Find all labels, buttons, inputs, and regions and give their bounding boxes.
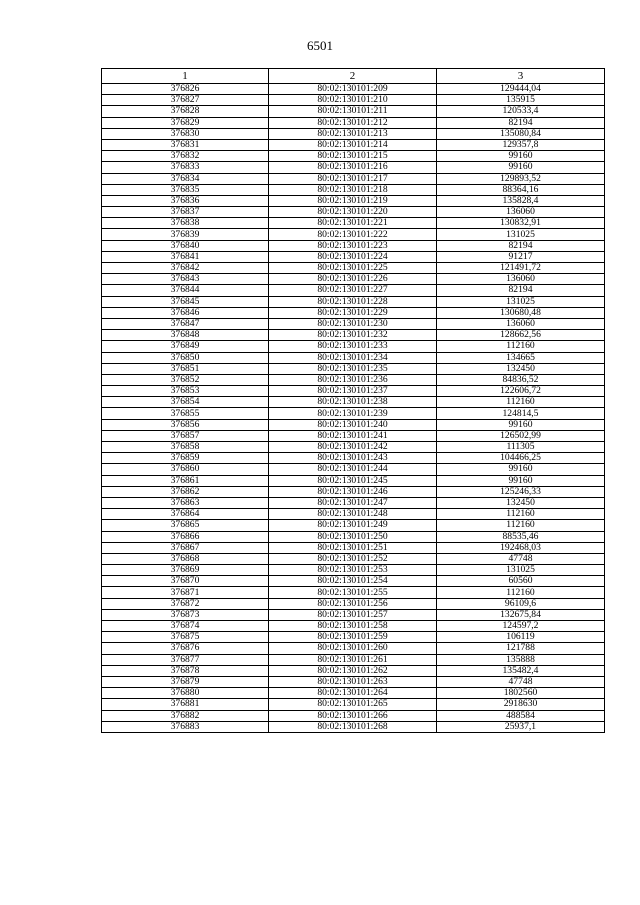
- cadastral-number-cell: 80:02:130101:257: [269, 609, 437, 620]
- row-number-cell: 376864: [102, 509, 269, 520]
- row-number-cell: 376873: [102, 609, 269, 620]
- table-row: [102, 565, 605, 576]
- value-cell: 96109,6: [437, 598, 605, 609]
- value-cell: 130832,91: [437, 218, 605, 229]
- table-header: [102, 69, 605, 84]
- cadastral-number-cell: 80:02:130101:225: [269, 263, 437, 274]
- page-number: 6501: [307, 38, 333, 53]
- row-number-cell: 376857: [102, 430, 269, 441]
- table-row: [102, 598, 605, 609]
- row-number-cell: 376830: [102, 128, 269, 139]
- table-row: [102, 688, 605, 699]
- row-number-cell: 376844: [102, 285, 269, 296]
- table-row: [102, 162, 605, 173]
- row-number-cell: 376835: [102, 184, 269, 195]
- table-row: [102, 654, 605, 665]
- cadastral-number-cell: 80:02:130101:265: [269, 699, 437, 710]
- cadastral-number-cell: 80:02:130101:212: [269, 117, 437, 128]
- value-cell: 111305: [437, 442, 605, 453]
- row-number-cell: 376870: [102, 576, 269, 587]
- table-row: [102, 699, 605, 710]
- value-cell: 91217: [437, 251, 605, 262]
- value-cell: 99160: [437, 475, 605, 486]
- value-cell: 120533,4: [437, 106, 605, 117]
- row-number-cell: 376867: [102, 542, 269, 553]
- table-row: [102, 240, 605, 251]
- row-number-cell: 376858: [102, 442, 269, 453]
- value-cell: 99160: [437, 151, 605, 162]
- row-number-cell: 376850: [102, 352, 269, 363]
- table-row: [102, 665, 605, 676]
- row-number-cell: 376848: [102, 330, 269, 341]
- cadastral-number-cell: 80:02:130101:211: [269, 106, 437, 117]
- row-number-cell: 376826: [102, 84, 269, 95]
- table-row: [102, 442, 605, 453]
- value-cell: 136060: [437, 274, 605, 285]
- cadastral-number-cell: 80:02:130101:251: [269, 542, 437, 553]
- row-number-cell: 376838: [102, 218, 269, 229]
- table-row: [102, 386, 605, 397]
- table-row: [102, 229, 605, 240]
- value-cell: 134665: [437, 352, 605, 363]
- row-number-cell: 376842: [102, 263, 269, 274]
- cadastral-number-cell: 80:02:130101:226: [269, 274, 437, 285]
- row-number-cell: 376860: [102, 464, 269, 475]
- row-number-cell: 376829: [102, 117, 269, 128]
- row-number-cell: 376840: [102, 240, 269, 251]
- column-header-3: 3: [437, 69, 605, 84]
- row-number-cell: 376851: [102, 363, 269, 374]
- value-cell: 47748: [437, 676, 605, 687]
- cadastral-number-cell: 80:02:130101:255: [269, 587, 437, 598]
- cadastral-number-cell: 80:02:130101:220: [269, 207, 437, 218]
- cadastral-number-cell: 80:02:130101:233: [269, 341, 437, 352]
- table-row: [102, 576, 605, 587]
- cadastral-number-cell: 80:02:130101:259: [269, 632, 437, 643]
- table-row: [102, 497, 605, 508]
- row-number-cell: 376833: [102, 162, 269, 173]
- cadastral-number-cell: 80:02:130101:262: [269, 665, 437, 676]
- value-cell: 82194: [437, 240, 605, 251]
- cadastral-number-cell: 80:02:130101:264: [269, 688, 437, 699]
- value-cell: 131025: [437, 565, 605, 576]
- value-cell: 106119: [437, 632, 605, 643]
- value-cell: 112160: [437, 509, 605, 520]
- value-cell: 60560: [437, 576, 605, 587]
- table-body: [102, 84, 605, 733]
- value-cell: 99160: [437, 464, 605, 475]
- row-number-cell: 376877: [102, 654, 269, 665]
- cadastral-number-cell: 80:02:130101:258: [269, 621, 437, 632]
- table-row: [102, 710, 605, 721]
- value-cell: 25937,1: [437, 721, 605, 732]
- row-number-cell: 376871: [102, 587, 269, 598]
- cadastral-number-cell: 80:02:130101:221: [269, 218, 437, 229]
- cadastral-number-cell: 80:02:130101:228: [269, 296, 437, 307]
- table-row: [102, 341, 605, 352]
- value-cell: 128662,56: [437, 330, 605, 341]
- value-cell: 130680,48: [437, 307, 605, 318]
- row-number-cell: 376869: [102, 565, 269, 576]
- cadastral-number-cell: 80:02:130101:218: [269, 184, 437, 195]
- value-cell: 84836,52: [437, 374, 605, 385]
- value-cell: 82194: [437, 285, 605, 296]
- row-number-cell: 376843: [102, 274, 269, 285]
- table-row: [102, 419, 605, 430]
- table-row: [102, 408, 605, 419]
- cadastral-number-cell: 80:02:130101:254: [269, 576, 437, 587]
- cadastral-number-cell: 80:02:130101:260: [269, 643, 437, 654]
- cadastral-number-cell: 80:02:130101:224: [269, 251, 437, 262]
- row-number-cell: 376866: [102, 531, 269, 542]
- row-number-cell: 376879: [102, 676, 269, 687]
- value-cell: 112160: [437, 520, 605, 531]
- cadastral-number-cell: 80:02:130101:249: [269, 520, 437, 531]
- row-number-cell: 376863: [102, 497, 269, 508]
- row-number-cell: 376846: [102, 307, 269, 318]
- cadastral-number-cell: 80:02:130101:246: [269, 486, 437, 497]
- column-header-2: 2: [269, 69, 437, 84]
- cadastral-number-cell: 80:02:130101:268: [269, 721, 437, 732]
- table-row: [102, 397, 605, 408]
- value-cell: 131025: [437, 229, 605, 240]
- cadastral-number-cell: 80:02:130101:219: [269, 195, 437, 206]
- row-number-cell: 376854: [102, 397, 269, 408]
- value-cell: 126502,99: [437, 430, 605, 441]
- table-row: [102, 363, 605, 374]
- value-cell: 88535,46: [437, 531, 605, 542]
- row-number-cell: 376837: [102, 207, 269, 218]
- cadastral-number-cell: 80:02:130101:217: [269, 173, 437, 184]
- cadastral-number-cell: 80:02:130101:252: [269, 553, 437, 564]
- table-row: [102, 318, 605, 329]
- value-cell: 135828,4: [437, 195, 605, 206]
- value-cell: 135915: [437, 95, 605, 106]
- cadastral-number-cell: 80:02:130101:242: [269, 442, 437, 453]
- value-cell: 124814,5: [437, 408, 605, 419]
- value-cell: 129357,8: [437, 139, 605, 150]
- cadastral-number-cell: 80:02:130101:214: [269, 139, 437, 150]
- value-cell: 112160: [437, 341, 605, 352]
- cadastral-number-cell: 80:02:130101:266: [269, 710, 437, 721]
- value-cell: 2918630: [437, 699, 605, 710]
- value-cell: 47748: [437, 553, 605, 564]
- value-cell: 104466,25: [437, 453, 605, 464]
- table-row: [102, 95, 605, 106]
- row-number-cell: 376883: [102, 721, 269, 732]
- cadastral-number-cell: 80:02:130101:240: [269, 419, 437, 430]
- column-header-1: 1: [102, 69, 269, 84]
- value-cell: 88364,16: [437, 184, 605, 195]
- table-row: [102, 296, 605, 307]
- value-cell: 82194: [437, 117, 605, 128]
- cadastral-number-cell: 80:02:130101:238: [269, 397, 437, 408]
- cadastral-number-cell: 80:02:130101:256: [269, 598, 437, 609]
- table-row: [102, 251, 605, 262]
- cadastral-number-cell: 80:02:130101:230: [269, 318, 437, 329]
- table-row: [102, 430, 605, 441]
- value-cell: 112160: [437, 397, 605, 408]
- table-row: [102, 453, 605, 464]
- row-number-cell: 376881: [102, 699, 269, 710]
- cadastral-number-cell: 80:02:130101:236: [269, 374, 437, 385]
- cadastral-number-cell: 80:02:130101:222: [269, 229, 437, 240]
- table-row: [102, 330, 605, 341]
- header-row: [102, 69, 605, 84]
- value-cell: 129444,04: [437, 84, 605, 95]
- table-row: [102, 117, 605, 128]
- value-cell: 136060: [437, 318, 605, 329]
- table-row: [102, 621, 605, 632]
- cadastral-number-cell: 80:02:130101:234: [269, 352, 437, 363]
- row-number-cell: 376834: [102, 173, 269, 184]
- table-row: [102, 676, 605, 687]
- value-cell: 99160: [437, 419, 605, 430]
- row-number-cell: 376872: [102, 598, 269, 609]
- table-row: [102, 509, 605, 520]
- cadastral-number-cell: 80:02:130101:223: [269, 240, 437, 251]
- row-number-cell: 376875: [102, 632, 269, 643]
- value-cell: 135080,84: [437, 128, 605, 139]
- table-row: [102, 106, 605, 117]
- value-cell: 112160: [437, 587, 605, 598]
- row-number-cell: 376861: [102, 475, 269, 486]
- value-cell: 129893,52: [437, 173, 605, 184]
- table-row: [102, 553, 605, 564]
- cadastral-number-cell: 80:02:130101:237: [269, 386, 437, 397]
- table-row: [102, 643, 605, 654]
- value-cell: 132450: [437, 497, 605, 508]
- value-cell: 488584: [437, 710, 605, 721]
- value-cell: 124597,2: [437, 621, 605, 632]
- cadastral-number-cell: 80:02:130101:248: [269, 509, 437, 520]
- cadastral-number-cell: 80:02:130101:210: [269, 95, 437, 106]
- row-number-cell: 376845: [102, 296, 269, 307]
- table-row: [102, 285, 605, 296]
- value-cell: 135482,4: [437, 665, 605, 676]
- value-cell: 99160: [437, 162, 605, 173]
- table-row: [102, 475, 605, 486]
- table-row: [102, 374, 605, 385]
- row-number-cell: 376855: [102, 408, 269, 419]
- table-row: [102, 84, 605, 95]
- value-cell: 132675,84: [437, 609, 605, 620]
- value-cell: 121491,72: [437, 263, 605, 274]
- row-number-cell: 376882: [102, 710, 269, 721]
- value-cell: 1802560: [437, 688, 605, 699]
- table-row: [102, 609, 605, 620]
- cadastral-number-cell: 80:02:130101:253: [269, 565, 437, 576]
- row-number-cell: 376859: [102, 453, 269, 464]
- row-number-cell: 376849: [102, 341, 269, 352]
- table-row: [102, 263, 605, 274]
- row-number-cell: 376828: [102, 106, 269, 117]
- table-row: [102, 632, 605, 643]
- table-row: [102, 307, 605, 318]
- row-number-cell: 376847: [102, 318, 269, 329]
- table-row: [102, 587, 605, 598]
- data-table: [101, 68, 605, 733]
- row-number-cell: 376862: [102, 486, 269, 497]
- value-cell: 132450: [437, 363, 605, 374]
- row-number-cell: 376853: [102, 386, 269, 397]
- row-number-cell: 376856: [102, 419, 269, 430]
- row-number-cell: 376878: [102, 665, 269, 676]
- cadastral-number-cell: 80:02:130101:243: [269, 453, 437, 464]
- cadastral-number-cell: 80:02:130101:245: [269, 475, 437, 486]
- table-row: [102, 128, 605, 139]
- row-number-cell: 376827: [102, 95, 269, 106]
- cadastral-number-cell: 80:02:130101:244: [269, 464, 437, 475]
- table-row: [102, 486, 605, 497]
- row-number-cell: 376839: [102, 229, 269, 240]
- table-row: [102, 274, 605, 285]
- row-number-cell: 376836: [102, 195, 269, 206]
- table-row: [102, 173, 605, 184]
- table-row: [102, 721, 605, 732]
- cadastral-number-cell: 80:02:130101:241: [269, 430, 437, 441]
- value-cell: 131025: [437, 296, 605, 307]
- value-cell: 121788: [437, 643, 605, 654]
- value-cell: 125246,33: [437, 486, 605, 497]
- cadastral-number-cell: 80:02:130101:227: [269, 285, 437, 296]
- cadastral-number-cell: 80:02:130101:229: [269, 307, 437, 318]
- table-row: [102, 195, 605, 206]
- table-row: [102, 151, 605, 162]
- cadastral-number-cell: 80:02:130101:209: [269, 84, 437, 95]
- row-number-cell: 376876: [102, 643, 269, 654]
- value-cell: 136060: [437, 207, 605, 218]
- cadastral-number-cell: 80:02:130101:263: [269, 676, 437, 687]
- table-row: [102, 464, 605, 475]
- cadastral-number-cell: 80:02:130101:232: [269, 330, 437, 341]
- row-number-cell: 376832: [102, 151, 269, 162]
- row-number-cell: 376852: [102, 374, 269, 385]
- row-number-cell: 376874: [102, 621, 269, 632]
- row-number-cell: 376841: [102, 251, 269, 262]
- cadastral-number-cell: 80:02:130101:235: [269, 363, 437, 374]
- row-number-cell: 376865: [102, 520, 269, 531]
- table-row: [102, 207, 605, 218]
- value-cell: 135888: [437, 654, 605, 665]
- table-row: [102, 352, 605, 363]
- table-row: [102, 542, 605, 553]
- table-row: [102, 520, 605, 531]
- table-row: [102, 218, 605, 229]
- cadastral-number-cell: 80:02:130101:247: [269, 497, 437, 508]
- row-number-cell: 376868: [102, 553, 269, 564]
- value-cell: 192468,03: [437, 542, 605, 553]
- cadastral-number-cell: 80:02:130101:213: [269, 128, 437, 139]
- cadastral-number-cell: 80:02:130101:261: [269, 654, 437, 665]
- cadastral-number-cell: 80:02:130101:215: [269, 151, 437, 162]
- row-number-cell: 376880: [102, 688, 269, 699]
- table-row: [102, 139, 605, 150]
- cadastral-number-cell: 80:02:130101:250: [269, 531, 437, 542]
- table-row: [102, 184, 605, 195]
- table-row: [102, 531, 605, 542]
- value-cell: 122606,72: [437, 386, 605, 397]
- cadastral-number-cell: 80:02:130101:239: [269, 408, 437, 419]
- row-number-cell: 376831: [102, 139, 269, 150]
- cadastral-number-cell: 80:02:130101:216: [269, 162, 437, 173]
